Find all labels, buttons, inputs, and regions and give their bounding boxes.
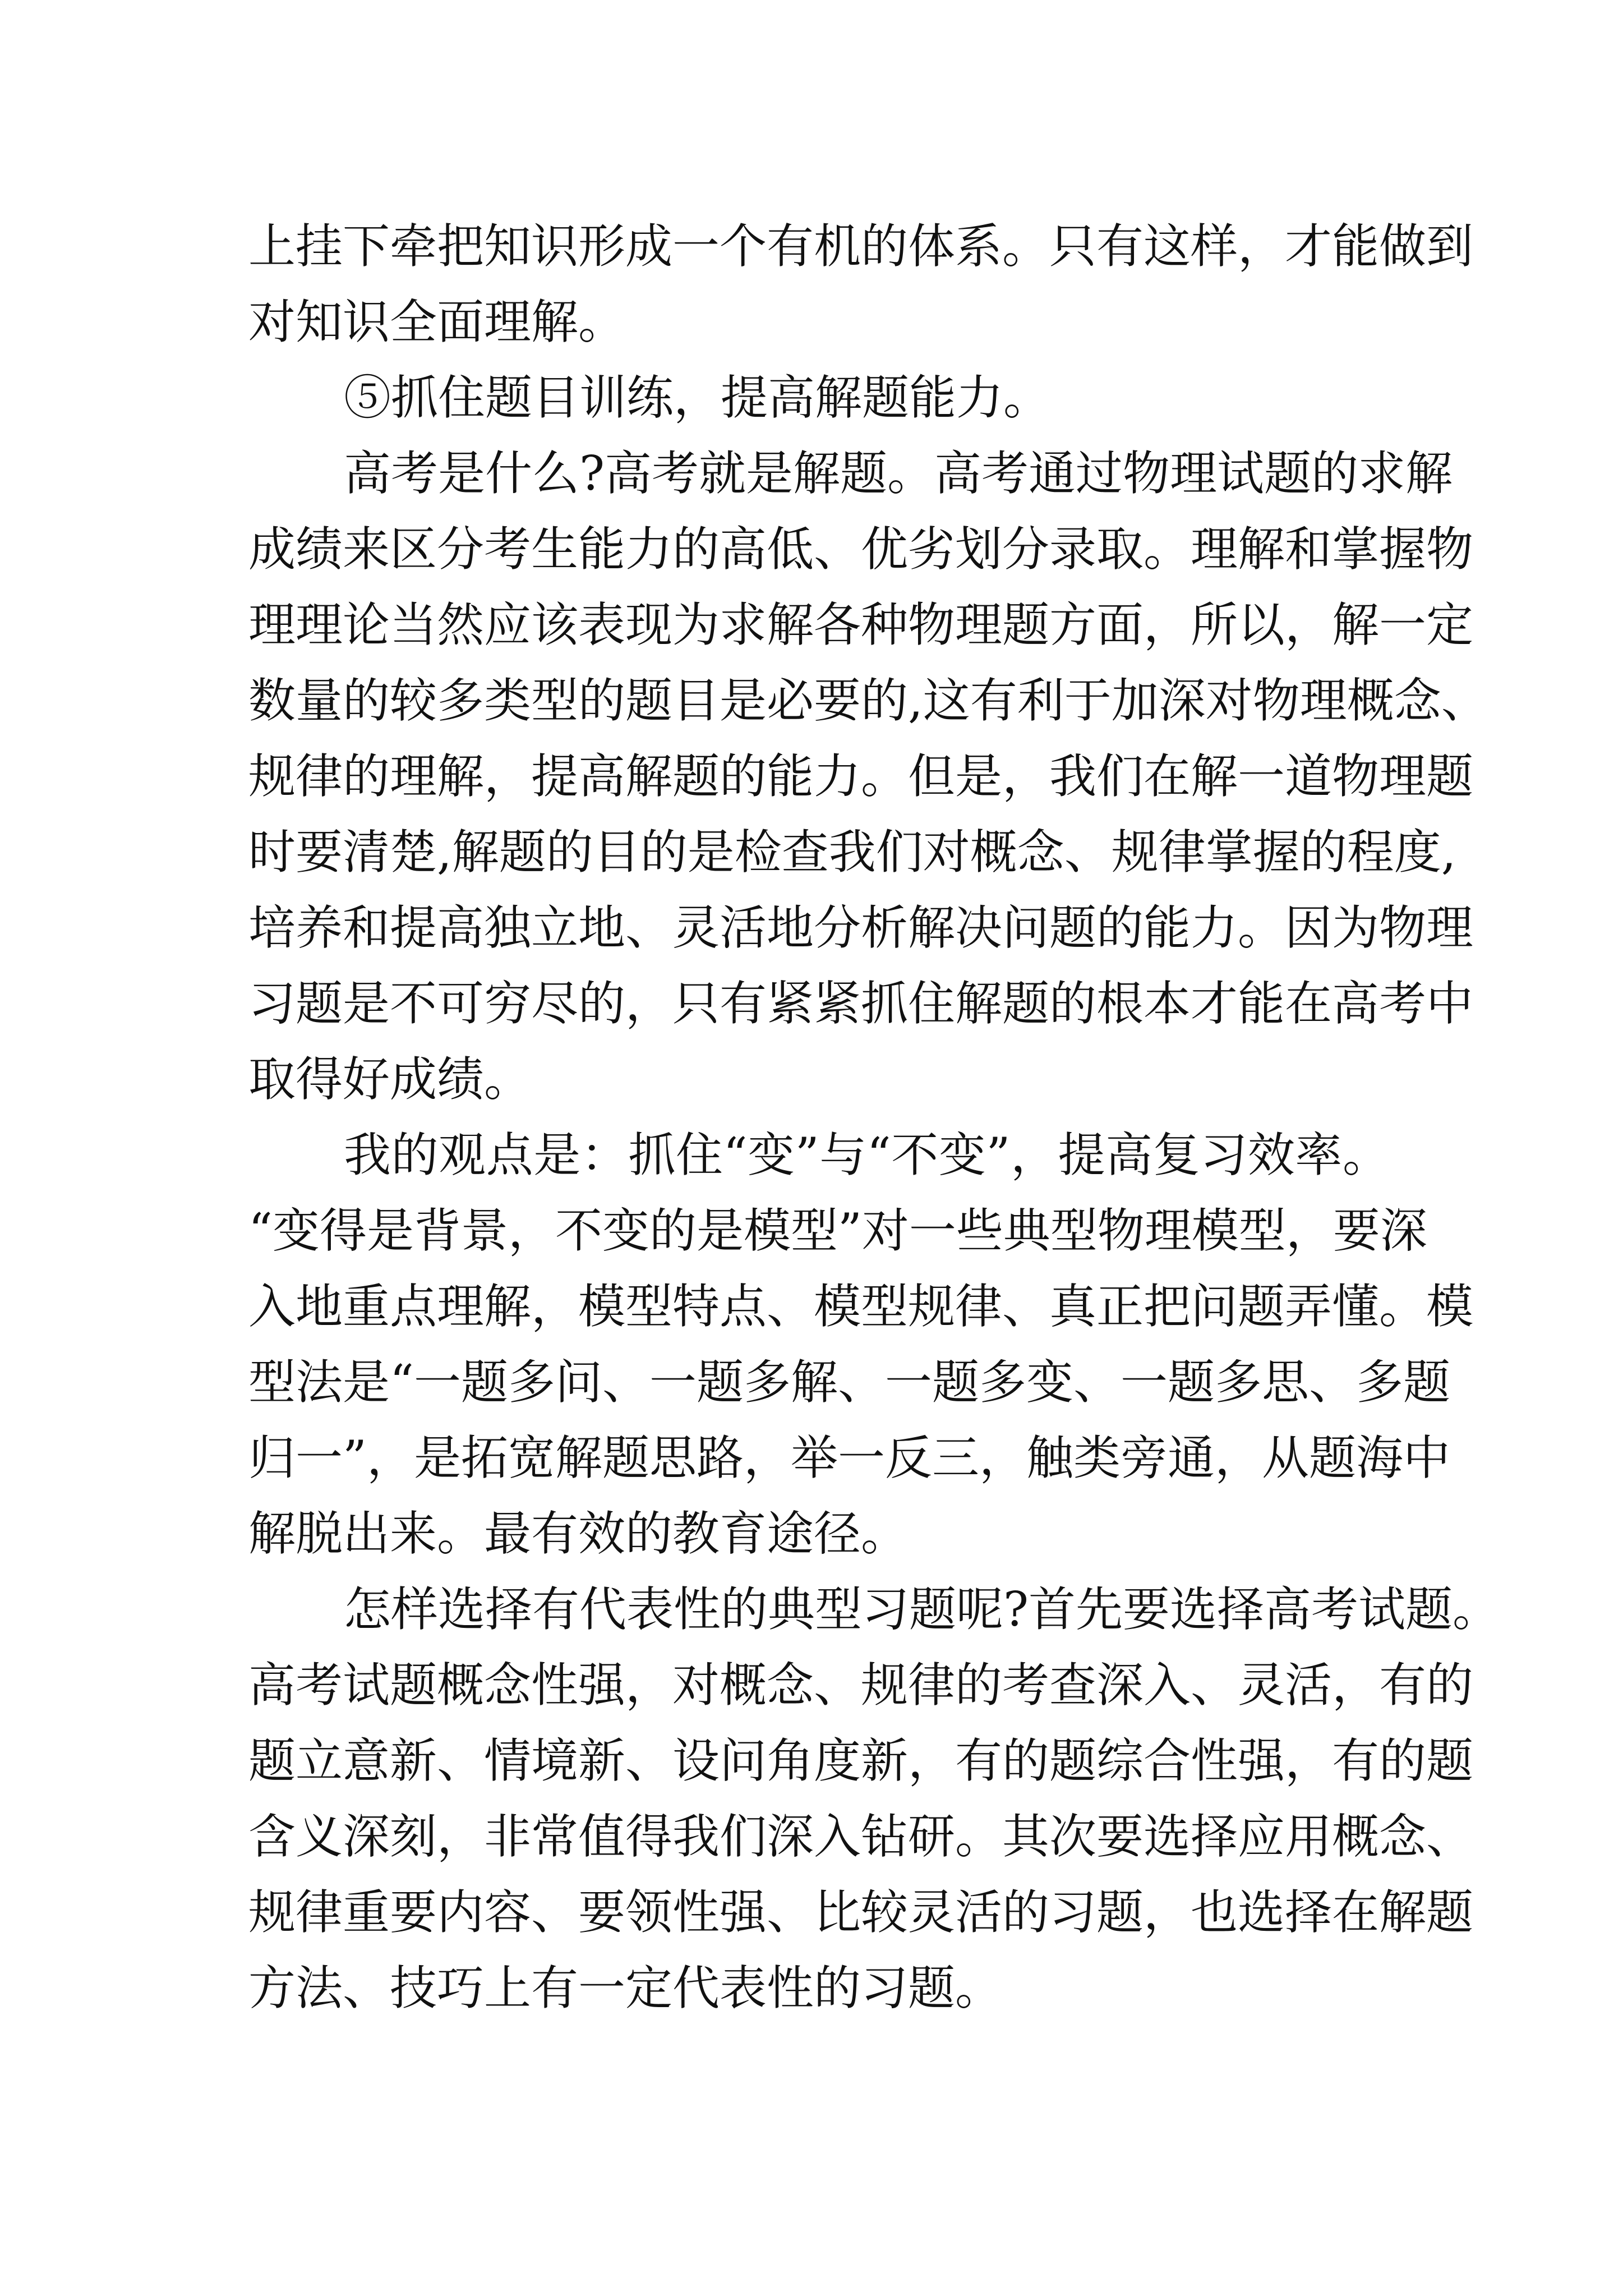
text-line: 我的观点是：抓住“变”与“不变”，提高复习效率。 xyxy=(344,1128,1390,1182)
text-line: 入地重点理解，模型特点、模型规律、真正把问题弄懂。模 xyxy=(248,1279,1474,1334)
text-line: 时要清楚,解题的目的是检查我们对概念、规律掌握的程度, xyxy=(248,825,1456,880)
text-line: 规律重要内容、要领性强、比较灵活的习题，也选择在解题 xyxy=(248,1885,1474,1940)
text-line: 方法、技巧上有一定代表性的习题。 xyxy=(248,1961,1003,2016)
text-line: 习题是不可穷尽的，只有紧紧抓住解题的根本才能在高考中 xyxy=(248,976,1474,1031)
document-body xyxy=(248,209,1500,2026)
text-line: 取得好成绩。 xyxy=(248,1052,532,1107)
text-line: 数量的较多类型的题目是必要的,这有利于加深对物理概念、 xyxy=(248,673,1488,728)
text-line: 成绩来区分考生能力的高低、优劣划分录取。理解和掌握物 xyxy=(248,522,1474,577)
text-line: 归一”，是拓宽解题思路，举一反三，触类旁通，从题海中 xyxy=(248,1430,1450,1485)
text-line: 规律的理解，提高解题的能力。但是，我们在解一道物理题 xyxy=(248,749,1474,804)
text-line: 解脱出来。最有效的教育途径。 xyxy=(248,1506,909,1561)
text-line: 上挂下牵把知识形成一个有机的体系。只有这样，才能做到 xyxy=(248,219,1474,274)
text-line: 对知识全面理解。 xyxy=(248,295,626,349)
text-line: 含义深刻，非常值得我们深入钻研。其次要选择应用概念、 xyxy=(248,1809,1474,1864)
text-line: 高考是什么?高考就是解题。高考通过物理试题的求解 xyxy=(344,446,1453,501)
text-line: 题立意新、情境新、设问角度新，有的题综合性强，有的题 xyxy=(248,1733,1474,1788)
text-line: 理理论当然应该表现为求解各种物理题方面，所以，解一定 xyxy=(248,597,1474,652)
text-line: 型法是“一题多问、一题多解、一题多变、一题多思、多题 xyxy=(248,1355,1450,1410)
text-line: “变得是背景，不变的是模型”对一些典型物理模型，要深 xyxy=(248,1203,1427,1258)
text-line: 培养和提高独立地、灵活地分析解决问题的能力。因为物理 xyxy=(248,900,1474,955)
text-line: 高考试题概念性强，对概念、规律的考查深入、灵活，有的 xyxy=(248,1658,1474,1713)
text-line: ⑤抓住题目训练，提高解题能力。 xyxy=(344,370,1051,425)
text-line: 怎样选择有代表性的典型习题呢?首先要选择高考试题。 xyxy=(344,1582,1500,1637)
